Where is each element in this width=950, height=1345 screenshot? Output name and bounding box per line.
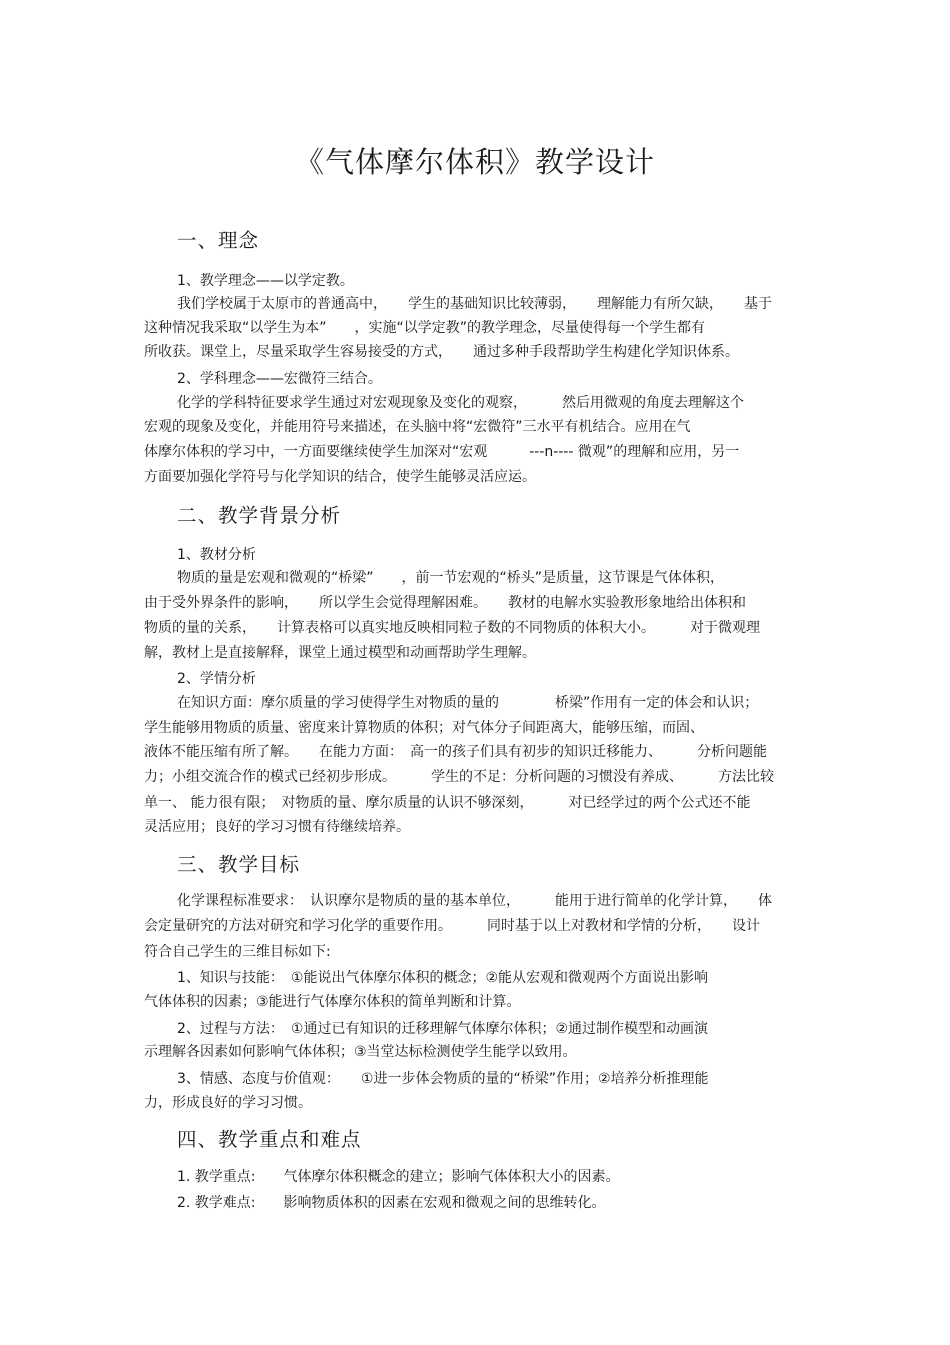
paragraph-line: 力；小组交流合作的模式已经初步形成。 学生的不足：分析问题的习惯没有养成、 方法比较: [144, 769, 774, 785]
paragraph-line: 化学课程标准要求： 认识摩尔是物质的量的基本单位， 能用于进行简单的化学计算， 体: [177, 893, 772, 909]
paragraph-line: 会定量研究的方法对研究和学习化学的重要作用。 同时基于以上对教材和学情的分析， 设计: [144, 918, 760, 934]
paragraph-line: 1. 教学重点: 气体摩尔体积概念的建立；影响气体体积大小的因素。: [177, 1169, 620, 1185]
paragraph-line: 灵活应用；良好的学习习惯有待继续培养。: [144, 819, 410, 835]
paragraph-line: 3、情感、态度与价值观： ①进一步体会物质的量的“桥梁”作用；②培养分析推理能: [177, 1071, 709, 1087]
paragraph-line: 2、过程与方法： ①通过已有知识的迁移理解气体摩尔体积；②通过制作模型和动画演: [177, 1021, 709, 1037]
paragraph-line: 2、学科理念——宏微符三结合。: [177, 371, 382, 387]
paragraph-line: 示理解各因素如何影响气体体积；③当堂达标检测使学生能学以致用。: [144, 1044, 577, 1060]
paragraph-line: 液体不能压缩有所了解。 在能力方面： 高一的孩子们具有初步的知识迁移能力、 分析问题能: [144, 744, 767, 760]
paragraph-line: 我们学校属于太原市的普通高中， 学生的基础知识比较薄弱， 理解能力有所欠缺， 基于: [177, 296, 772, 312]
paragraph-line: 2、学情分析: [177, 671, 256, 687]
section-heading-philosophy: 一、理念: [177, 229, 260, 252]
paragraph-line: 化学的学科特征要求学生通过对宏观现象及变化的观察， 然后用微观的角度去理解这个: [177, 395, 744, 411]
paragraph-line: 在知识方面：摩尔质量的学习使得学生对物质的量的 桥梁”作用有一定的体会和认识；: [177, 695, 759, 711]
paragraph-line: 符合自己学生的三维目标如下:: [144, 944, 331, 960]
section-heading-background: 二、教学背景分析: [177, 504, 342, 527]
paragraph-line: 宏观的现象及变化，并能用符号来描述，在头脑中将“宏微符”三水平有机结合。应用在气: [144, 419, 691, 435]
paragraph-line: 单一、 能力很有限； 对物质的量、摩尔质量的认识不够深刻， 对已经学过的两个公式还不能: [144, 795, 751, 811]
document-title: 《气体摩尔体积》教学设计: [294, 145, 655, 179]
paragraph-line: 体摩尔体积的学习中，一方面要继续使学生加深对“宏观 ---n---- 微观”的理解和应用，另一: [144, 444, 740, 460]
paragraph-line: 所收获。课堂上，尽量采取学生容易接受的方式， 通过多种手段帮助学生构建化学知识体系。: [144, 344, 739, 360]
paragraph-line: 物质的量的关系， 计算表格可以真实地反映相同粒子数的不同物质的体积大小。 对于微观理: [144, 620, 760, 636]
paragraph-line: 力，形成良好的学习习惯。: [144, 1095, 312, 1111]
paragraph-line: 1、知识与技能： ①能说出气体摩尔体积的概念；②能从宏观和微观两个方面说出影响: [177, 970, 709, 986]
paragraph-line: 解，教材上是直接解释，课堂上通过模型和动画帮助学生理解。: [144, 645, 536, 661]
section-heading-key-points: 四、教学重点和难点: [177, 1128, 362, 1151]
paragraph-line: 由于受外界条件的影响， 所以学生会觉得理解困难。 教材的电解水实验教形象地给出体积和: [144, 595, 746, 611]
paragraph-line: 这种情况我采取“以学生为本” ，实施“以学定教”的教学理念，尽量使得每一个学生都有: [144, 320, 706, 336]
paragraph-line: 1、教材分析: [177, 547, 256, 563]
paragraph-line: 气体体积的因素；③能进行气体摩尔体积的简单判断和计算。: [144, 994, 521, 1010]
paragraph-line: 2. 教学难点: 影响物质体积的因素在宏观和微观之间的思维转化。: [177, 1195, 606, 1211]
paragraph-line: 方面要加强化学符号与化学知识的结合，使学生能够灵活应运。: [144, 469, 536, 485]
paragraph-line: 学生能够用物质的质量、密度来计算物质的体积；对气体分子间距离大，能够压缩，而固、: [144, 720, 704, 736]
section-heading-objectives: 三、教学目标: [177, 853, 301, 876]
paragraph-line: 1、教学理念——以学定教。: [177, 273, 354, 289]
paragraph-line: 物质的量是宏观和微观的“桥梁” ，前一节宏观的“桥头”是质量，这节课是气体体积，: [177, 570, 725, 586]
